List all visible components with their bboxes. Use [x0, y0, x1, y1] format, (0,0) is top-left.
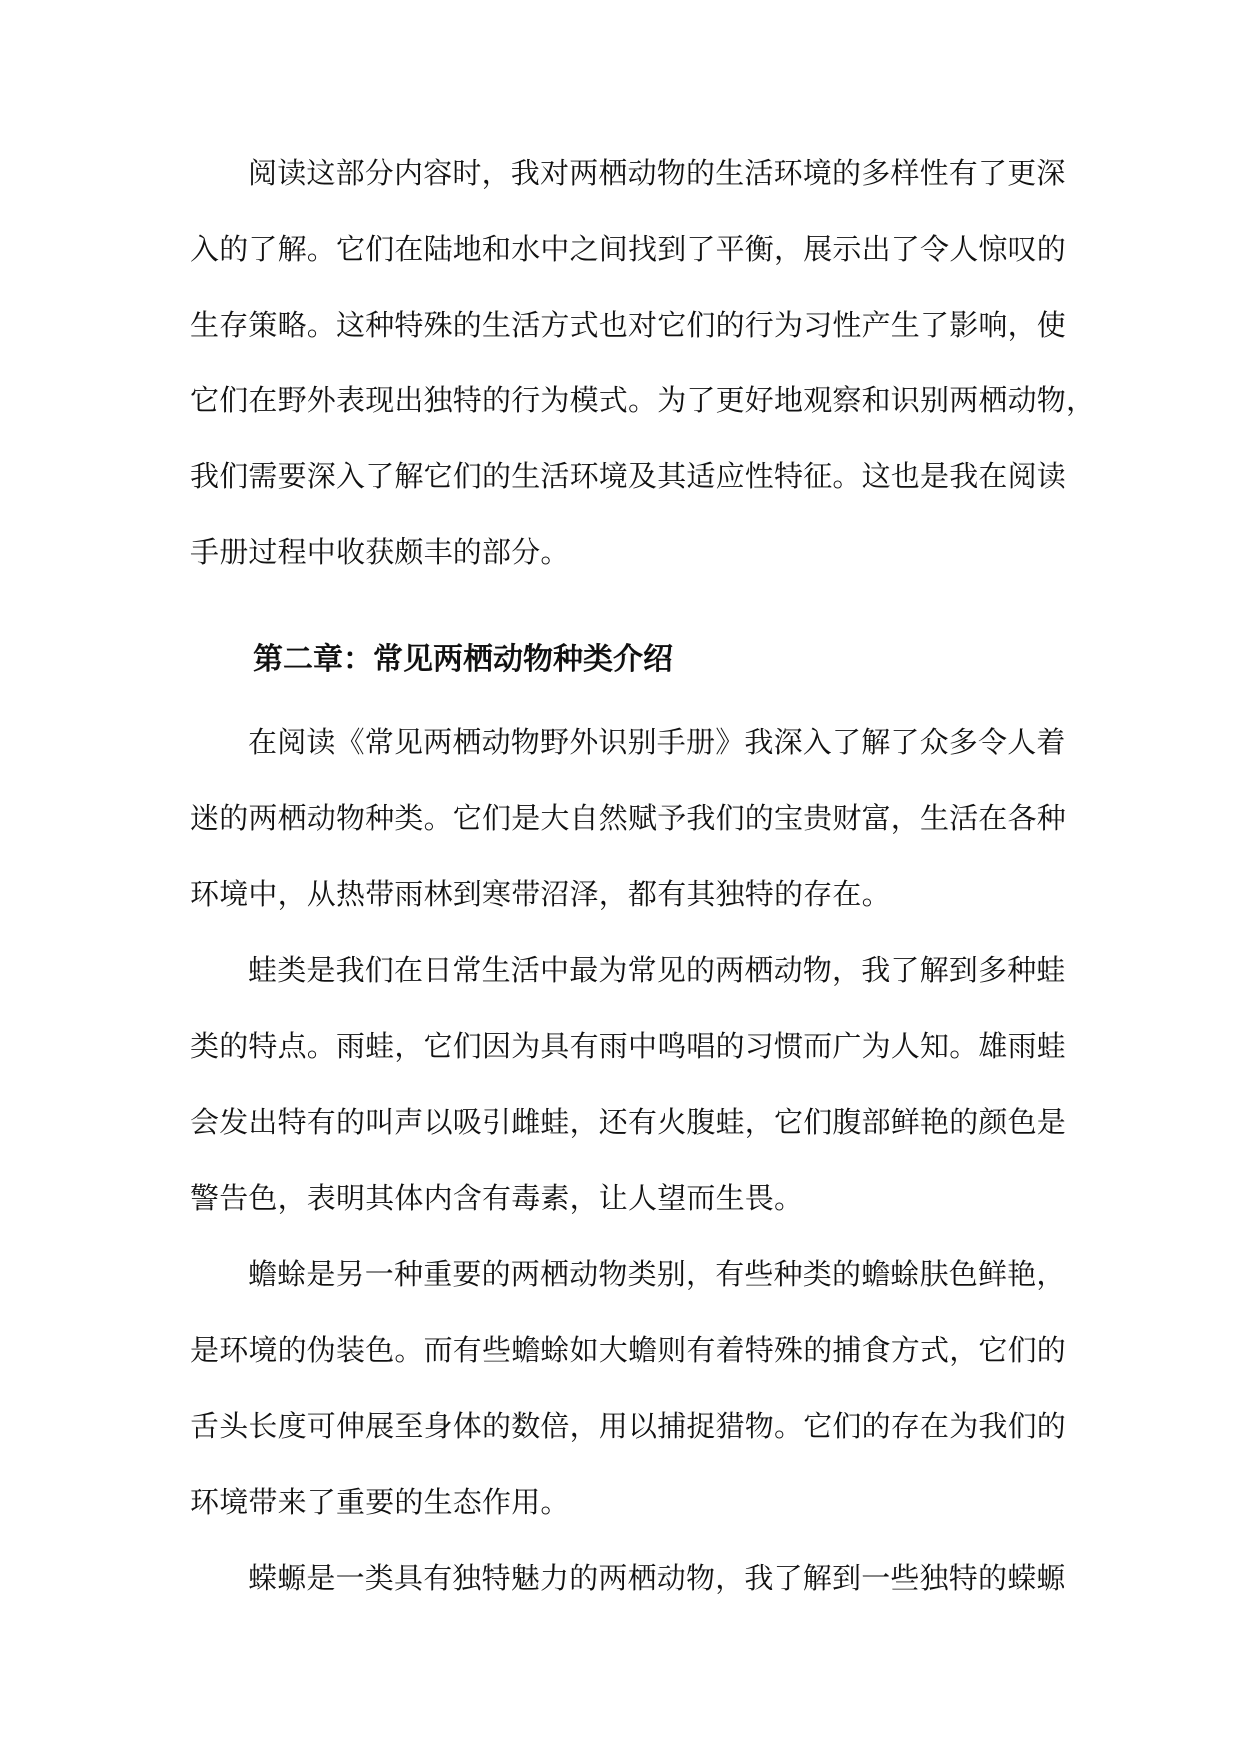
paragraph-4-line-2: 是环境的伪装色。而有些蟾蜍如大蟾则有着特殊的捕食方式，它们的	[190, 1333, 1067, 1367]
paragraph-3-line-1: 蛙类是我们在日常生活中最为常见的两栖动物，我了解到多种蛙	[248, 953, 1066, 987]
paragraph-2-line-2: 迷的两栖动物种类。它们是大自然赋予我们的宝贵财富，生活在各种	[190, 801, 1067, 835]
paragraph-4-line-1: 蟾蜍是另一种重要的两栖动物类别，有些种类的蟾蜍肤色鲜艳，	[248, 1257, 1066, 1291]
paragraph-1-line-6: 手册过程中收获颇丰的部分。	[190, 535, 570, 569]
paragraph-3-line-2: 类的特点。雨蛙，它们因为具有雨中鸣唱的习惯而广为人知。雄雨蛙	[190, 1029, 1067, 1063]
chapter-heading: 第二章：常见两栖动物种类介绍	[253, 642, 673, 677]
paragraph-4-line-3: 舌头长度可伸展至身体的数倍，用以捕捉猎物。它们的存在为我们的	[190, 1409, 1067, 1443]
paragraph-3-line-4: 警告色，表明其体内含有毒素，让人望而生畏。	[190, 1181, 804, 1215]
paragraph-1-line-5: 我们需要深入了解它们的生活环境及其适应性特征。这也是我在阅读	[190, 459, 1067, 493]
paragraph-2-line-1: 在阅读《常见两栖动物野外识别手册》我深入了解了众多令人着	[248, 725, 1066, 759]
paragraph-1-line-4: 它们在野外表现出独特的行为模式。为了更好地观察和识别两栖动物，	[190, 383, 1096, 417]
paragraph-1-line-1: 阅读这部分内容时，我对两栖动物的生活环境的多样性有了更深	[248, 156, 1066, 190]
paragraph-3-line-3: 会发出特有的叫声以吸引雌蛙，还有火腹蛙，它们腹部鲜艳的颜色是	[190, 1105, 1067, 1139]
paragraph-4-line-4: 环境带来了重要的生态作用。	[190, 1485, 570, 1519]
paragraph-5-line-1: 蝾螈是一类具有独特魅力的两栖动物，我了解到一些独特的蝾螈	[248, 1561, 1066, 1595]
paragraph-1-line-2: 入的了解。它们在陆地和水中之间找到了平衡，展示出了令人惊叹的	[190, 232, 1067, 266]
paragraph-1-line-3: 生存策略。这种特殊的生活方式也对它们的行为习性产生了影响，使	[190, 308, 1067, 342]
paragraph-2-line-3: 环境中，从热带雨林到寒带沼泽，都有其独特的存在。	[190, 877, 891, 911]
